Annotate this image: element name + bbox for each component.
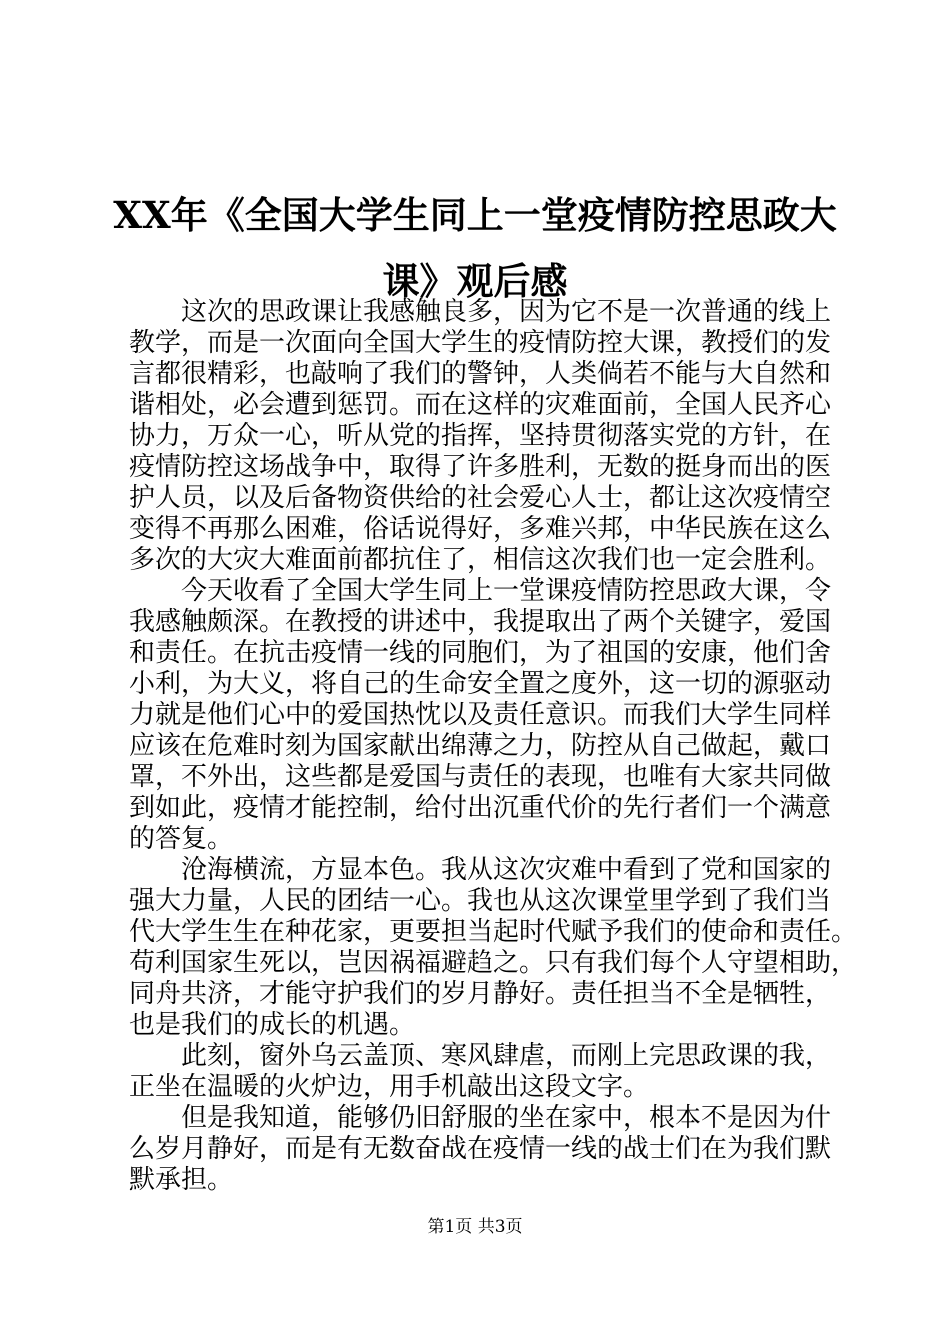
text-line: 强大力量，人民的团结一心。我也从这次课堂里学到了我们当 (129, 886, 832, 916)
text-line: 今天收看了全国大学生同上一堂课疫情防控思政大课，令 (181, 576, 832, 606)
text-line: 言都很精彩，也敲响了我们的警钟，人类倘若不能与大自然和 (129, 359, 832, 389)
text-line: 默承担。 (129, 1165, 234, 1195)
text-line: 也是我们的成长的机遇。 (129, 1010, 416, 1040)
text-line: 多次的大灾大难面前都抗住了，相信这次我们也一定会胜利。 (129, 545, 832, 575)
title-line-1: XX年《全国大学生同上一堂疫情防控思政大 (113, 193, 837, 237)
text-line: 沧海横流，方显本色。我从这次灾难中看到了党和国家的 (181, 855, 832, 885)
text-line: 协力，万众一心，听从党的指挥，坚持贯彻落实党的方针，在 (129, 421, 832, 451)
text-line: 到如此，疫情才能控制，给付出沉重代价的先行者们一个满意 (129, 793, 832, 823)
text-line: 同舟共济，才能守护我们的岁月静好。责任担当不全是牺牲， (129, 979, 832, 1009)
text-line: 的答复。 (129, 824, 234, 854)
text-line: 力就是他们心中的爱国热忱以及责任意识。而我们大学生同样 (129, 700, 832, 730)
paragraph-1 (129, 297, 832, 576)
paragraph-2 (129, 576, 832, 855)
text-line: 苟利国家生死以，岂因祸福避趋之。只有我们每个人守望相助， (129, 948, 858, 978)
text-line: 应该在危难时刻为国家献出绵薄之力，防控从自己做起，戴口 (129, 731, 832, 761)
text-line: 小利，为大义，将自己的生命安全置之度外，这一切的源驱动 (129, 669, 832, 699)
text-line: 谐相处，必会遭到惩罚。而在这样的灾难面前，全国人民齐心 (129, 390, 832, 420)
text-line: 护人员，以及后备物资供给的社会爱心人士，都让这次疫情空 (129, 483, 832, 513)
document-body (129, 297, 858, 1196)
paragraph-4 (129, 1041, 832, 1103)
text-line: 正坐在温暖的火炉边，用手机敲出这段文字。 (129, 1072, 650, 1102)
title-line-2: 课》观后感 (382, 259, 568, 303)
page-number-footer: 第1页 共3页 (427, 1217, 523, 1237)
text-line: 此刻，窗外乌云盖顶、寒风肆虐，而刚上完思政课的我， (181, 1041, 832, 1071)
text-line: 这次的思政课让我感触良多，因为它不是一次普通的线上 (181, 297, 832, 327)
text-line: 但是我知道，能够仍旧舒服的坐在家中，根本不是因为什 (181, 1103, 832, 1133)
text-line: 罩，不外出，这些都是爱国与责任的表现，也唯有大家共同做 (129, 762, 832, 792)
text-line: 变得不再那么困难，俗话说得好，多难兴邦，中华民族在这么 (129, 514, 832, 544)
text-line: 教学，而是一次面向全国大学生的疫情防控大课，教授们的发 (129, 328, 832, 358)
text-line: 疫情防控这场战争中，取得了许多胜利，无数的挺身而出的医 (129, 452, 832, 482)
text-line: 么岁月静好，而是有无数奋战在疫情一线的战士们在为我们默 (129, 1134, 832, 1164)
text-line: 和责任。在抗击疫情一线的同胞们，为了祖国的安康，他们舍 (129, 638, 832, 668)
text-line: 我感触颇深。在教授的讲述中，我提取出了两个关键字，爱国 (129, 607, 832, 637)
paragraph-5 (129, 1103, 832, 1196)
document-title (100, 182, 850, 314)
text-line: 代大学生生在种花家，更要担当起时代赋予我们的使命和责任。 (129, 917, 858, 947)
paragraph-3 (129, 855, 858, 1041)
